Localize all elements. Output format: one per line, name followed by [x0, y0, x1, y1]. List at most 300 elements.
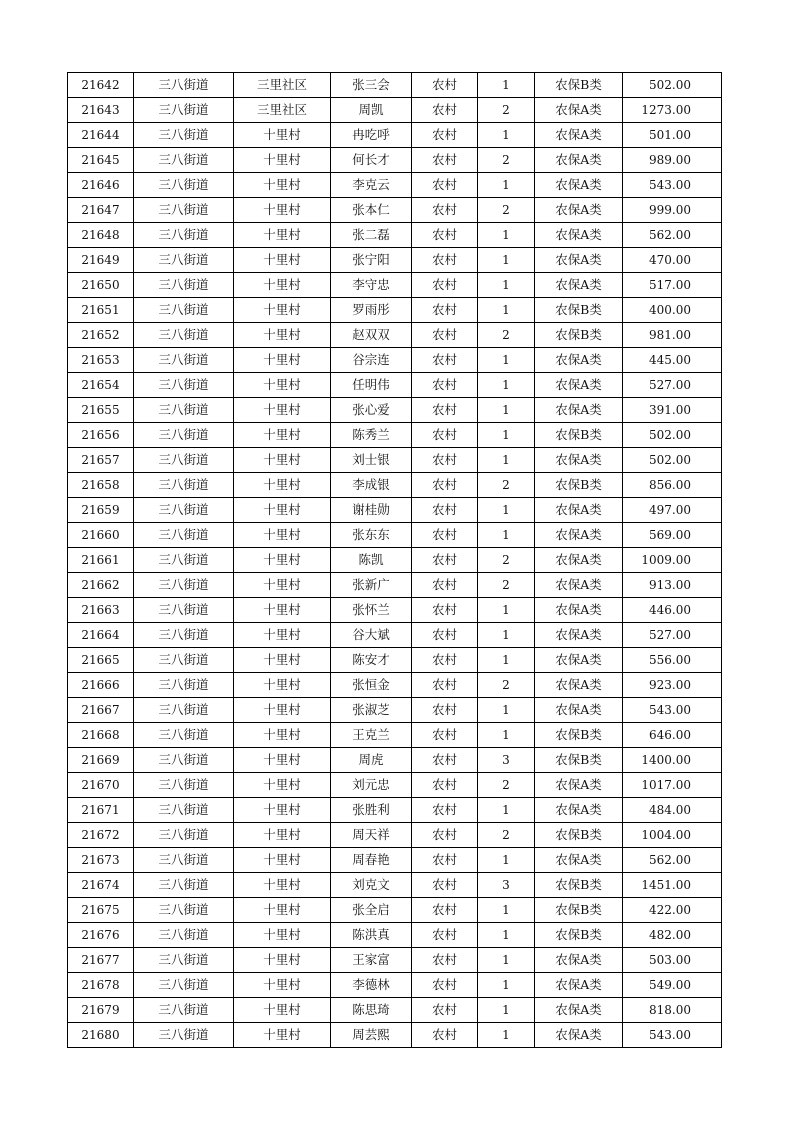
subsidy-amount: 470.00: [623, 248, 722, 273]
record-id: 21663: [68, 598, 134, 623]
record-id: 21664: [68, 623, 134, 648]
person-name: 王家富: [331, 948, 412, 973]
subsidy-amount: 1004.00: [623, 823, 722, 848]
table-row: [68, 773, 722, 798]
subsidy-amount: 569.00: [623, 523, 722, 548]
person-name: 张恒金: [331, 673, 412, 698]
subsidy-amount: 981.00: [623, 323, 722, 348]
subsidy-amount: 818.00: [623, 998, 722, 1023]
person-name: 王克兰: [331, 723, 412, 748]
street-name: 三八街道: [134, 423, 234, 448]
table-row: [68, 1023, 722, 1048]
person-name: 周凯: [331, 98, 412, 123]
subsidy-amount: 543.00: [623, 1023, 722, 1048]
table-row: [68, 573, 722, 598]
community-name: 十里村: [234, 848, 331, 873]
record-id: 21648: [68, 223, 134, 248]
person-name: 陈安才: [331, 648, 412, 673]
person-name: 张全启: [331, 898, 412, 923]
records-table-body: [68, 73, 722, 1048]
person-name: 张二磊: [331, 223, 412, 248]
person-name: 刘元忠: [331, 773, 412, 798]
household-count: 1: [478, 948, 535, 973]
person-name: 周虎: [331, 748, 412, 773]
community-name: 十里村: [234, 173, 331, 198]
table-row: [68, 373, 722, 398]
subsidy-amount: 400.00: [623, 298, 722, 323]
person-name: 张东东: [331, 523, 412, 548]
area-type: 农村: [412, 248, 478, 273]
subsidy-amount: 517.00: [623, 273, 722, 298]
insurance-category: 农保B类: [535, 73, 623, 98]
person-name: 李克云: [331, 173, 412, 198]
street-name: 三八街道: [134, 823, 234, 848]
area-type: 农村: [412, 748, 478, 773]
record-id: 21662: [68, 573, 134, 598]
community-name: 十里村: [234, 273, 331, 298]
person-name: 张怀兰: [331, 598, 412, 623]
insurance-category: 农保A类: [535, 998, 623, 1023]
table-row: [68, 948, 722, 973]
household-count: 1: [478, 73, 535, 98]
subsidy-amount: 502.00: [623, 448, 722, 473]
street-name: 三八街道: [134, 898, 234, 923]
records-table: [67, 72, 722, 1048]
insurance-category: 农保A类: [535, 98, 623, 123]
community-name: 十里村: [234, 323, 331, 348]
community-name: 十里村: [234, 373, 331, 398]
household-count: 1: [478, 723, 535, 748]
table-row: [68, 998, 722, 1023]
area-type: 农村: [412, 348, 478, 373]
record-id: 21669: [68, 748, 134, 773]
person-name: 张三会: [331, 73, 412, 98]
household-count: 1: [478, 298, 535, 323]
record-id: 21655: [68, 398, 134, 423]
person-name: 罗雨彤: [331, 298, 412, 323]
community-name: 十里村: [234, 873, 331, 898]
subsidy-amount: 913.00: [623, 573, 722, 598]
person-name: 冉吃呼: [331, 123, 412, 148]
community-name: 十里村: [234, 798, 331, 823]
street-name: 三八街道: [134, 273, 234, 298]
table-row: [68, 623, 722, 648]
insurance-category: 农保A类: [535, 948, 623, 973]
subsidy-amount: 1273.00: [623, 98, 722, 123]
household-count: 2: [478, 98, 535, 123]
area-type: 农村: [412, 948, 478, 973]
insurance-category: 农保A类: [535, 373, 623, 398]
person-name: 刘士银: [331, 448, 412, 473]
table-row: [68, 298, 722, 323]
table-row: [68, 123, 722, 148]
table-row: [68, 398, 722, 423]
insurance-category: 农保A类: [535, 973, 623, 998]
community-name: 十里村: [234, 223, 331, 248]
community-name: 十里村: [234, 148, 331, 173]
area-type: 农村: [412, 848, 478, 873]
household-count: 1: [478, 173, 535, 198]
insurance-category: 农保A类: [535, 223, 623, 248]
household-count: 1: [478, 923, 535, 948]
area-type: 农村: [412, 998, 478, 1023]
community-name: 十里村: [234, 698, 331, 723]
table-row: [68, 923, 722, 948]
household-count: 1: [478, 598, 535, 623]
area-type: 农村: [412, 273, 478, 298]
table-row: [68, 548, 722, 573]
area-type: 农村: [412, 298, 478, 323]
subsidy-amount: 1009.00: [623, 548, 722, 573]
record-id: 21672: [68, 823, 134, 848]
insurance-category: 农保A类: [535, 448, 623, 473]
area-type: 农村: [412, 648, 478, 673]
person-name: 张宁阳: [331, 248, 412, 273]
record-id: 21645: [68, 148, 134, 173]
street-name: 三八街道: [134, 773, 234, 798]
household-count: 1: [478, 898, 535, 923]
record-id: 21642: [68, 73, 134, 98]
table-row: [68, 423, 722, 448]
subsidy-amount: 556.00: [623, 648, 722, 673]
subsidy-amount: 562.00: [623, 223, 722, 248]
record-id: 21668: [68, 723, 134, 748]
street-name: 三八街道: [134, 598, 234, 623]
household-count: 1: [478, 498, 535, 523]
subsidy-amount: 562.00: [623, 848, 722, 873]
record-id: 21676: [68, 923, 134, 948]
area-type: 农村: [412, 523, 478, 548]
community-name: 十里村: [234, 523, 331, 548]
street-name: 三八街道: [134, 848, 234, 873]
street-name: 三八街道: [134, 398, 234, 423]
street-name: 三八街道: [134, 973, 234, 998]
insurance-category: 农保A类: [535, 173, 623, 198]
street-name: 三八街道: [134, 798, 234, 823]
insurance-category: 农保B类: [535, 898, 623, 923]
subsidy-amount: 497.00: [623, 498, 722, 523]
table-row: [68, 748, 722, 773]
record-id: 21651: [68, 298, 134, 323]
table-row: [68, 498, 722, 523]
community-name: 十里村: [234, 898, 331, 923]
insurance-category: 农保A类: [535, 698, 623, 723]
household-count: 1: [478, 623, 535, 648]
street-name: 三八街道: [134, 673, 234, 698]
insurance-category: 农保B类: [535, 873, 623, 898]
community-name: 十里村: [234, 448, 331, 473]
street-name: 三八街道: [134, 523, 234, 548]
area-type: 农村: [412, 148, 478, 173]
community-name: 十里村: [234, 398, 331, 423]
record-id: 21670: [68, 773, 134, 798]
subsidy-amount: 527.00: [623, 623, 722, 648]
community-name: 十里村: [234, 973, 331, 998]
community-name: 十里村: [234, 123, 331, 148]
community-name: 十里村: [234, 573, 331, 598]
person-name: 刘克文: [331, 873, 412, 898]
street-name: 三八街道: [134, 348, 234, 373]
street-name: 三八街道: [134, 948, 234, 973]
insurance-category: 农保A类: [535, 648, 623, 673]
area-type: 农村: [412, 823, 478, 848]
record-id: 21665: [68, 648, 134, 673]
person-name: 张淑芝: [331, 698, 412, 723]
community-name: 十里村: [234, 923, 331, 948]
street-name: 三八街道: [134, 148, 234, 173]
table-row: [68, 198, 722, 223]
person-name: 周天祥: [331, 823, 412, 848]
record-id: 21647: [68, 198, 134, 223]
insurance-category: 农保A类: [535, 523, 623, 548]
table-row: [68, 73, 722, 98]
person-name: 陈秀兰: [331, 423, 412, 448]
subsidy-amount: 501.00: [623, 123, 722, 148]
person-name: 陈思琦: [331, 998, 412, 1023]
insurance-category: 农保A类: [535, 773, 623, 798]
area-type: 农村: [412, 498, 478, 523]
record-id: 21649: [68, 248, 134, 273]
insurance-category: 农保B类: [535, 823, 623, 848]
person-name: 任明伟: [331, 373, 412, 398]
street-name: 三八街道: [134, 923, 234, 948]
community-name: 三里社区: [234, 98, 331, 123]
household-count: 1: [478, 973, 535, 998]
record-id: 21643: [68, 98, 134, 123]
household-count: 1: [478, 523, 535, 548]
subsidy-amount: 502.00: [623, 423, 722, 448]
person-name: 谷宗连: [331, 348, 412, 373]
household-count: 2: [478, 323, 535, 348]
household-count: 1: [478, 698, 535, 723]
table-row: [68, 823, 722, 848]
table-row: [68, 148, 722, 173]
community-name: 十里村: [234, 548, 331, 573]
community-name: 十里村: [234, 348, 331, 373]
street-name: 三八街道: [134, 648, 234, 673]
area-type: 农村: [412, 173, 478, 198]
subsidy-amount: 543.00: [623, 698, 722, 723]
street-name: 三八街道: [134, 623, 234, 648]
record-id: 21652: [68, 323, 134, 348]
table-row: [68, 898, 722, 923]
household-count: 1: [478, 1023, 535, 1048]
area-type: 农村: [412, 598, 478, 623]
table-row: [68, 448, 722, 473]
table-row: [68, 98, 722, 123]
household-count: 1: [478, 848, 535, 873]
person-name: 李成银: [331, 473, 412, 498]
insurance-category: 农保A类: [535, 798, 623, 823]
street-name: 三八街道: [134, 98, 234, 123]
street-name: 三八街道: [134, 448, 234, 473]
insurance-category: 农保B类: [535, 923, 623, 948]
table-row: [68, 848, 722, 873]
street-name: 三八街道: [134, 748, 234, 773]
area-type: 农村: [412, 398, 478, 423]
insurance-category: 农保A类: [535, 598, 623, 623]
subsidy-amount: 527.00: [623, 373, 722, 398]
record-id: 21666: [68, 673, 134, 698]
record-id: 21679: [68, 998, 134, 1023]
street-name: 三八街道: [134, 73, 234, 98]
person-name: 张新广: [331, 573, 412, 598]
community-name: 三里社区: [234, 73, 331, 98]
record-id: 21680: [68, 1023, 134, 1048]
subsidy-amount: 445.00: [623, 348, 722, 373]
record-id: 21646: [68, 173, 134, 198]
household-count: 1: [478, 248, 535, 273]
insurance-category: 农保A类: [535, 148, 623, 173]
subsidy-amount: 989.00: [623, 148, 722, 173]
record-id: 21658: [68, 473, 134, 498]
insurance-category: 农保A类: [535, 123, 623, 148]
area-type: 农村: [412, 373, 478, 398]
insurance-category: 农保B类: [535, 298, 623, 323]
community-name: 十里村: [234, 198, 331, 223]
subsidy-amount: 856.00: [623, 473, 722, 498]
table-row: [68, 973, 722, 998]
community-name: 十里村: [234, 723, 331, 748]
insurance-category: 农保A类: [535, 273, 623, 298]
community-name: 十里村: [234, 748, 331, 773]
community-name: 十里村: [234, 423, 331, 448]
household-count: 1: [478, 123, 535, 148]
record-id: 21667: [68, 698, 134, 723]
person-name: 张胜利: [331, 798, 412, 823]
street-name: 三八街道: [134, 373, 234, 398]
street-name: 三八街道: [134, 473, 234, 498]
person-name: 何长才: [331, 148, 412, 173]
household-count: 1: [478, 348, 535, 373]
area-type: 农村: [412, 923, 478, 948]
street-name: 三八街道: [134, 873, 234, 898]
household-count: 2: [478, 198, 535, 223]
table-row: [68, 248, 722, 273]
subsidy-amount: 502.00: [623, 73, 722, 98]
community-name: 十里村: [234, 648, 331, 673]
table-row: [68, 173, 722, 198]
insurance-category: 农保A类: [535, 348, 623, 373]
community-name: 十里村: [234, 948, 331, 973]
person-name: 陈凯: [331, 548, 412, 573]
table-row: [68, 323, 722, 348]
insurance-category: 农保A类: [535, 1023, 623, 1048]
area-type: 农村: [412, 673, 478, 698]
area-type: 农村: [412, 198, 478, 223]
area-type: 农村: [412, 98, 478, 123]
insurance-category: 农保B类: [535, 473, 623, 498]
household-count: 1: [478, 998, 535, 1023]
street-name: 三八街道: [134, 498, 234, 523]
person-name: 李德林: [331, 973, 412, 998]
area-type: 农村: [412, 898, 478, 923]
person-name: 谢桂勋: [331, 498, 412, 523]
subsidy-amount: 503.00: [623, 948, 722, 973]
insurance-category: 农保B类: [535, 423, 623, 448]
insurance-category: 农保A类: [535, 673, 623, 698]
table-row: [68, 598, 722, 623]
person-name: 周芸熙: [331, 1023, 412, 1048]
person-name: 周春艳: [331, 848, 412, 873]
household-count: 2: [478, 473, 535, 498]
area-type: 农村: [412, 723, 478, 748]
table-row: [68, 273, 722, 298]
table-row: [68, 473, 722, 498]
record-id: 21673: [68, 848, 134, 873]
community-name: 十里村: [234, 298, 331, 323]
household-count: 2: [478, 673, 535, 698]
record-id: 21644: [68, 123, 134, 148]
household-count: 1: [478, 223, 535, 248]
person-name: 李守忠: [331, 273, 412, 298]
table-row: [68, 223, 722, 248]
street-name: 三八街道: [134, 223, 234, 248]
community-name: 十里村: [234, 673, 331, 698]
community-name: 十里村: [234, 773, 331, 798]
area-type: 农村: [412, 423, 478, 448]
person-name: 陈洪真: [331, 923, 412, 948]
area-type: 农村: [412, 798, 478, 823]
household-count: 1: [478, 273, 535, 298]
table-row: [68, 698, 722, 723]
area-type: 农村: [412, 548, 478, 573]
area-type: 农村: [412, 223, 478, 248]
insurance-category: 农保B类: [535, 748, 623, 773]
record-id: 21657: [68, 448, 134, 473]
insurance-category: 农保A类: [535, 198, 623, 223]
subsidy-amount: 543.00: [623, 173, 722, 198]
community-name: 十里村: [234, 998, 331, 1023]
record-id: 21650: [68, 273, 134, 298]
person-name: 张心爱: [331, 398, 412, 423]
insurance-category: 农保A类: [535, 248, 623, 273]
record-id: 21675: [68, 898, 134, 923]
insurance-category: 农保A类: [535, 623, 623, 648]
area-type: 农村: [412, 873, 478, 898]
community-name: 十里村: [234, 498, 331, 523]
household-count: 2: [478, 573, 535, 598]
table-row: [68, 648, 722, 673]
record-id: 21660: [68, 523, 134, 548]
street-name: 三八街道: [134, 298, 234, 323]
area-type: 农村: [412, 123, 478, 148]
insurance-category: 农保A类: [535, 848, 623, 873]
street-name: 三八街道: [134, 198, 234, 223]
street-name: 三八街道: [134, 548, 234, 573]
subsidy-amount: 446.00: [623, 598, 722, 623]
subsidy-amount: 1400.00: [623, 748, 722, 773]
insurance-category: 农保B类: [535, 723, 623, 748]
community-name: 十里村: [234, 1023, 331, 1048]
area-type: 农村: [412, 773, 478, 798]
household-count: 1: [478, 373, 535, 398]
record-id: 21654: [68, 373, 134, 398]
table-row: [68, 523, 722, 548]
area-type: 农村: [412, 698, 478, 723]
community-name: 十里村: [234, 248, 331, 273]
record-id: 21674: [68, 873, 134, 898]
household-count: 2: [478, 548, 535, 573]
record-id: 21653: [68, 348, 134, 373]
record-id: 21656: [68, 423, 134, 448]
area-type: 农村: [412, 1023, 478, 1048]
street-name: 三八街道: [134, 323, 234, 348]
insurance-category: 农保A类: [535, 498, 623, 523]
subsidy-amount: 923.00: [623, 673, 722, 698]
street-name: 三八街道: [134, 698, 234, 723]
record-id: 21678: [68, 973, 134, 998]
